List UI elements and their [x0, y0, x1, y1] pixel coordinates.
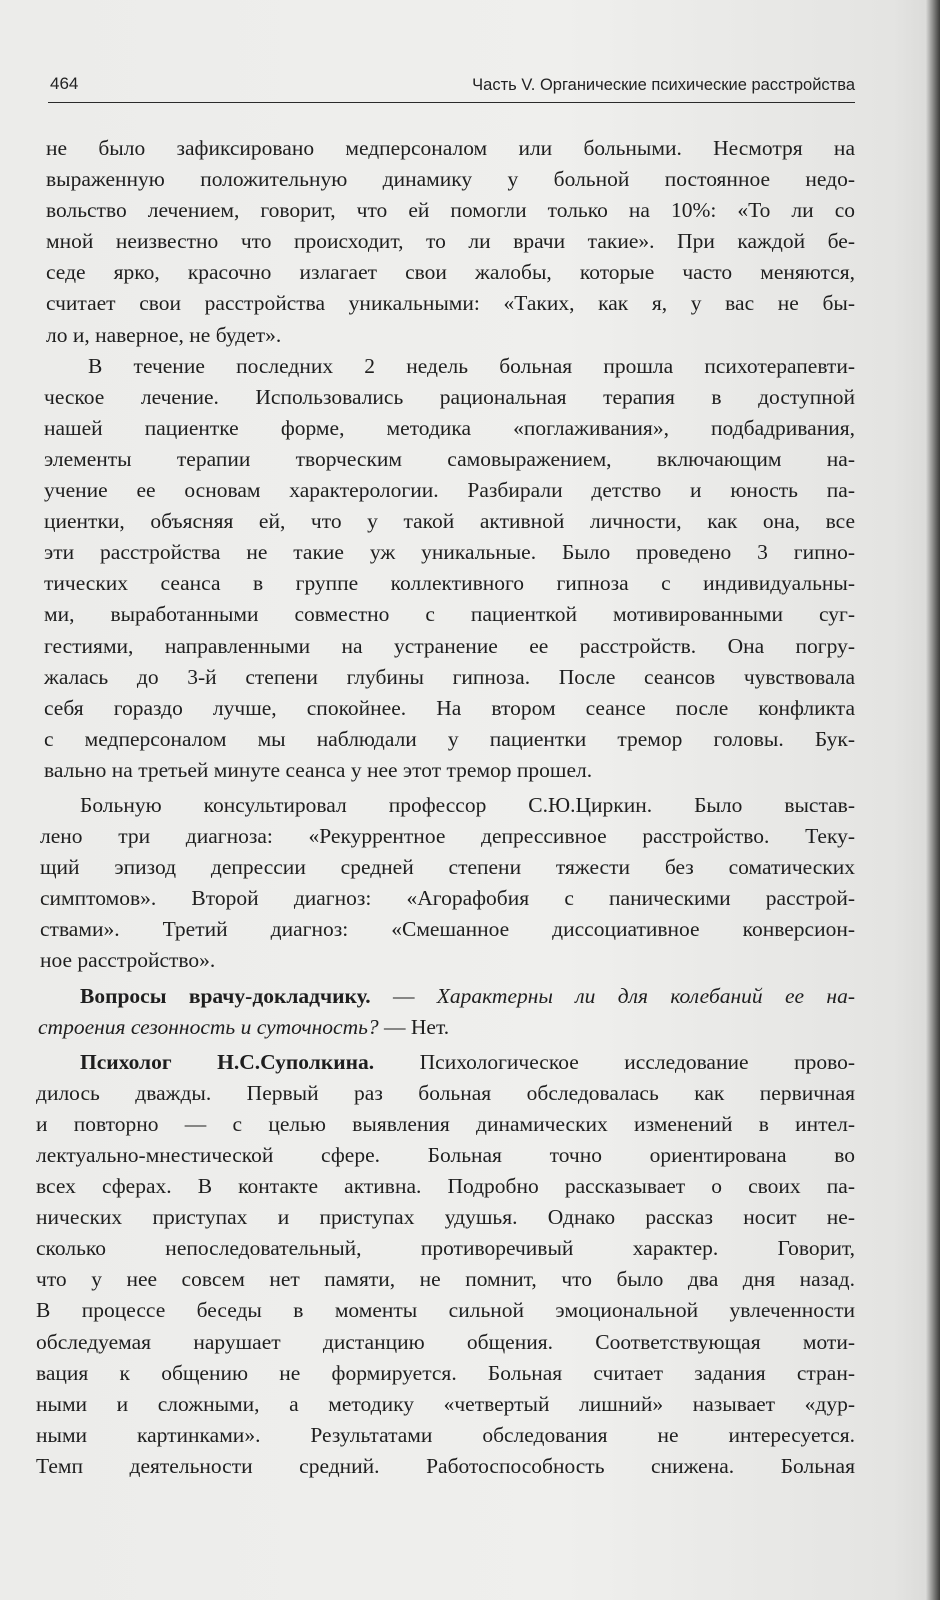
text-line: вально на третьей минуте сеанса у нее этот тремор прошел.	[44, 757, 593, 782]
text-line: и повторно — с целью выявления динамических изменений в интел-	[36, 1111, 855, 1136]
text-line: себя гораздо лучше, спокойнее. На втором сеансе после конфликта	[44, 695, 855, 720]
text-line: сколько непоследовательный, противоречивый характер. Говорит,	[36, 1236, 855, 1261]
paragraph-2	[36, 351, 855, 786]
text-line: элементы терапии творческим самовыражением, включающим на-	[44, 446, 855, 471]
text-line: В процессе беседы в моменты сильной эмоциональной увлеченности	[36, 1298, 855, 1323]
text-line: выраженную положительную динамику у больной постоянное недо-	[46, 167, 855, 192]
text-line: тических сеанса в группе коллективного гипноза с индивидуальны-	[44, 571, 855, 596]
text-line: нашей пациентке форме, методика «поглаживания», подбадривания,	[44, 415, 855, 440]
text-line: ческое лечение. Использовались рациональная терапия в доступной	[44, 384, 855, 409]
text-line: ное расстройство».	[40, 948, 216, 973]
text-line: Больную консультировал профессор С.Ю.Циркин. Было выстав-	[80, 792, 855, 817]
text-line: что у нее совсем нет памяти, не помнит, что было два дня назад.	[36, 1267, 855, 1292]
text-line: обследуемая нарушает дистанцию общения. Соответствующая моти-	[36, 1329, 855, 1354]
text-line: симптомов». Второй диагноз: «Агорафобия с паническими расстрой-	[40, 886, 855, 911]
page-header	[48, 72, 855, 103]
question-text: Характерны ли для колебаний ее на-	[436, 983, 855, 1008]
text-line: считает свои расстройства уникальными: «Таких, как я, у вас не бы-	[46, 291, 855, 316]
text-line: циентки, объясняя ей, что у такой активной личности, как она, все	[44, 509, 855, 534]
question-label: Вопросы врачу-докладчику.	[80, 983, 371, 1008]
text-line: мной неизвестно что происходит, то ли врачи такие». При каждой бе-	[46, 229, 855, 254]
text-line: лено три диагноза: «Рекуррентное депрессивное расстройство. Теку-	[40, 824, 855, 849]
text-line: не было зафиксировано медперсоналом или больными. Несмотря на	[46, 136, 855, 160]
page-number: 464	[50, 74, 79, 93]
text-line: с медперсоналом мы наблюдали у пациентки тремор головы. Бук-	[44, 726, 855, 751]
text-line: ло и, наверное, не будет».	[46, 322, 282, 347]
paragraph-3	[36, 790, 855, 977]
speaker-text: Психологическое исследование прово-	[374, 1049, 855, 1074]
text-line: жалась до 3-й степени глубины гипноза. После сеансов чувствовала	[44, 664, 855, 689]
text-line: ствами». Третий диагноз: «Смешанное диссоциативное конверсион-	[40, 917, 855, 942]
text-line: лектуально-мнестической сфере. Больная точно ориентирована во	[36, 1143, 855, 1167]
text-line: ными картинками». Результатами обследования не интересуется.	[36, 1422, 855, 1447]
text-line	[36, 981, 855, 1012]
text-line: эти расстройства не такие уж уникальные. Было проведено 3 гипно-	[44, 540, 855, 565]
paragraph-questions	[36, 981, 855, 1043]
speaker-name: Психолог Н.С.Суполкина.	[80, 1049, 375, 1074]
text-line: учение ее основам характерологии. Разбирали детство и юность па-	[44, 478, 855, 503]
question-text-continued: строения сезонность и суточность?	[38, 1014, 379, 1039]
text-line: гестиями, направленными на устранение ее расстройств. Она погру-	[44, 633, 855, 658]
text-line: нических приступах и приступах удушья. Однако рассказ носит не-	[36, 1205, 855, 1230]
text-line: дилось дважды. Первый раз больная обследовалась как первичная	[36, 1080, 855, 1105]
text-line: всех сферах. В контакте активна. Подробно рассказывает о своих па-	[36, 1174, 855, 1199]
text-line: ми, выработанными совместно с пациенткой мотивированными суг-	[44, 602, 855, 627]
paragraph-psychologist	[36, 1047, 855, 1482]
text-line: вольство лечением, говорит, что ей помогли только на 10%: «То ли со	[46, 198, 855, 223]
answer-text: — Нет.	[378, 1014, 450, 1039]
question-dash: —	[370, 983, 437, 1008]
text-line	[36, 1012, 855, 1043]
text-line: щий эпизод депрессии средней степени тяжести без соматических	[40, 855, 855, 880]
paragraph-1	[36, 133, 855, 351]
body-text	[36, 133, 855, 1482]
text-line: седе ярко, красочно излагает свои жалобы, которые часто меняются,	[46, 260, 855, 285]
text-line: ными и сложными, а методику «четвертый лишний» называет «дур-	[36, 1391, 855, 1416]
text-line	[36, 1047, 855, 1078]
text-line: В течение последних 2 недель больная прошла психотерапевти-	[88, 353, 855, 378]
running-title: Часть V. Органические психические расстройства	[472, 76, 855, 94]
page-binding-edge	[926, 0, 940, 1600]
text-line: вация к общению не формируется. Больная считает задания стран-	[36, 1360, 855, 1385]
text-line: Темп деятельности средний. Работоспособность снижена. Больная	[36, 1453, 855, 1478]
